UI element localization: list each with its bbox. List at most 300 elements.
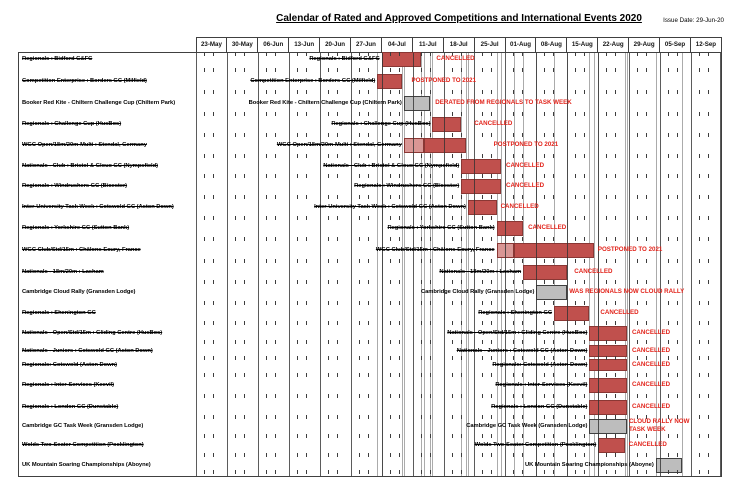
day-tick xyxy=(452,216,453,220)
day-tick xyxy=(637,133,638,137)
day-tick xyxy=(699,52,700,56)
day-tick xyxy=(368,195,369,199)
day-tick xyxy=(390,373,391,377)
day-tick xyxy=(275,237,276,241)
day-tick xyxy=(328,280,329,284)
day-tick xyxy=(430,356,431,360)
day-tick xyxy=(584,394,585,398)
day-tick xyxy=(275,280,276,284)
day-tick xyxy=(646,52,647,56)
day-tick xyxy=(544,237,545,241)
day-tick xyxy=(513,237,514,241)
day-tick xyxy=(637,280,638,284)
day-tick xyxy=(213,237,214,241)
day-tick xyxy=(399,259,400,263)
day-tick xyxy=(575,470,576,474)
day-tick xyxy=(708,453,709,457)
day-tick xyxy=(522,112,523,116)
status-annotation: WAS REGIONALS NOW CLOUD RALLY xyxy=(569,288,685,296)
event-boundary-gridline xyxy=(421,53,422,476)
event-boundary-gridline xyxy=(656,53,657,476)
day-tick xyxy=(266,394,267,398)
day-tick xyxy=(482,112,483,116)
week-gridline xyxy=(629,53,630,476)
day-tick xyxy=(399,373,400,377)
day-tick xyxy=(668,154,669,158)
day-tick xyxy=(399,216,400,220)
week-header-cell: 25-Jul xyxy=(475,37,506,53)
week-header-cell: 23-May xyxy=(197,37,228,53)
day-tick xyxy=(677,52,678,56)
day-tick xyxy=(390,90,391,94)
event-bar-red xyxy=(468,200,497,215)
row-chart-label: Wolds Two-Seater Competition (Pocklington) xyxy=(474,441,597,448)
day-tick xyxy=(235,415,236,419)
day-tick xyxy=(575,52,576,56)
day-tick xyxy=(461,154,462,158)
day-tick xyxy=(213,373,214,377)
day-tick xyxy=(452,301,453,305)
day-tick xyxy=(584,280,585,284)
day-tick xyxy=(522,52,523,56)
day-tick xyxy=(677,340,678,344)
day-tick xyxy=(708,280,709,284)
day-tick xyxy=(708,195,709,199)
day-tick xyxy=(359,237,360,241)
event-boundary-gridline xyxy=(682,53,683,476)
day-tick xyxy=(491,195,492,199)
day-tick xyxy=(677,195,678,199)
day-tick xyxy=(306,195,307,199)
day-tick xyxy=(699,321,700,325)
day-tick xyxy=(244,68,245,72)
status-annotation-line: TASK WEEK xyxy=(628,425,666,433)
day-tick xyxy=(637,216,638,220)
day-tick xyxy=(708,356,709,360)
event-boundary-gridline xyxy=(461,53,462,476)
day-tick xyxy=(306,453,307,457)
day-tick xyxy=(430,259,431,263)
day-tick xyxy=(204,340,205,344)
day-tick xyxy=(584,68,585,72)
day-tick xyxy=(337,453,338,457)
day-tick xyxy=(668,340,669,344)
day-tick xyxy=(482,174,483,178)
day-tick xyxy=(337,394,338,398)
day-tick xyxy=(461,373,462,377)
day-tick xyxy=(235,259,236,263)
day-tick xyxy=(213,470,214,474)
day-tick xyxy=(328,112,329,116)
day-tick xyxy=(513,90,514,94)
day-tick xyxy=(491,68,492,72)
day-tick xyxy=(699,90,700,94)
day-tick xyxy=(584,112,585,116)
day-tick xyxy=(337,301,338,305)
day-tick xyxy=(368,301,369,305)
week-header-cell: 27-Jun xyxy=(351,37,382,53)
event-bar-red xyxy=(514,243,594,258)
day-tick xyxy=(522,90,523,94)
day-tick xyxy=(482,195,483,199)
day-tick xyxy=(368,356,369,360)
day-tick xyxy=(390,133,391,137)
day-tick xyxy=(677,301,678,305)
day-tick xyxy=(204,237,205,241)
status-annotation: CANCELLED xyxy=(631,329,671,337)
day-tick xyxy=(699,133,700,137)
day-tick xyxy=(668,52,669,56)
week-gridline xyxy=(536,53,537,476)
day-tick xyxy=(421,415,422,419)
day-tick xyxy=(452,321,453,325)
day-tick xyxy=(421,52,422,56)
day-tick xyxy=(213,195,214,199)
day-tick xyxy=(513,470,514,474)
day-tick xyxy=(544,356,545,360)
day-tick xyxy=(553,259,554,263)
day-tick xyxy=(399,356,400,360)
day-tick xyxy=(606,453,607,457)
day-tick xyxy=(482,259,483,263)
day-tick xyxy=(699,259,700,263)
day-tick xyxy=(297,321,298,325)
day-tick xyxy=(699,68,700,72)
row-chart-label: Nationals - Juniors : Cotswold GC (Aston Down) xyxy=(456,347,588,354)
day-tick xyxy=(461,453,462,457)
day-tick xyxy=(235,133,236,137)
day-tick xyxy=(637,52,638,56)
day-tick xyxy=(359,133,360,137)
day-tick xyxy=(452,394,453,398)
row-chart-label: Cambridge Cloud Rally (Gransden Lodge) xyxy=(420,288,535,295)
day-tick xyxy=(544,321,545,325)
day-tick xyxy=(390,259,391,263)
day-tick xyxy=(297,154,298,158)
day-tick xyxy=(204,301,205,305)
page-title: Calendar of Rated and Approved Competitions and International Events 2020 xyxy=(276,13,642,24)
event-boundary-gridline xyxy=(497,53,498,476)
day-tick xyxy=(699,453,700,457)
day-tick xyxy=(204,321,205,325)
day-tick xyxy=(544,154,545,158)
day-tick xyxy=(668,321,669,325)
day-tick xyxy=(421,470,422,474)
day-tick xyxy=(266,453,267,457)
day-tick xyxy=(646,434,647,438)
day-tick xyxy=(204,373,205,377)
day-tick xyxy=(297,174,298,178)
day-tick xyxy=(306,112,307,116)
row-label: Nationals - Club : Bristol & Glouc GC (Nympsfield) xyxy=(22,162,158,169)
day-tick xyxy=(328,301,329,305)
day-tick xyxy=(244,52,245,56)
day-tick xyxy=(553,52,554,56)
day-tick xyxy=(275,415,276,419)
day-tick xyxy=(204,356,205,360)
day-tick xyxy=(553,112,554,116)
day-tick xyxy=(275,340,276,344)
gantt-plot-area xyxy=(18,52,722,477)
day-tick xyxy=(461,174,462,178)
day-tick xyxy=(708,415,709,419)
day-tick xyxy=(328,68,329,72)
row-label: Nationals - Open/Std/15m : Gliding Centre (HusBos) xyxy=(22,329,163,336)
day-tick xyxy=(615,394,616,398)
day-tick xyxy=(491,90,492,94)
day-tick xyxy=(615,237,616,241)
day-tick xyxy=(584,321,585,325)
row-chart-label: Cambridge GC Task Week (Gransden Lodge) xyxy=(466,422,588,429)
event-boundary-gridline xyxy=(377,53,378,476)
day-tick xyxy=(646,321,647,325)
day-tick xyxy=(575,154,576,158)
day-tick xyxy=(452,280,453,284)
day-tick xyxy=(421,356,422,360)
day-tick xyxy=(297,394,298,398)
day-tick xyxy=(584,195,585,199)
day-tick xyxy=(575,340,576,344)
event-bar-red xyxy=(554,306,589,321)
day-tick xyxy=(368,415,369,419)
day-tick xyxy=(275,174,276,178)
day-tick xyxy=(606,174,607,178)
day-tick xyxy=(275,112,276,116)
day-tick xyxy=(359,195,360,199)
status-annotation: CANCELLED xyxy=(500,203,539,211)
event-boundary-gridline xyxy=(430,53,431,476)
day-tick xyxy=(306,356,307,360)
day-tick xyxy=(646,453,647,457)
day-tick xyxy=(235,301,236,305)
day-tick xyxy=(266,90,267,94)
day-tick xyxy=(390,52,391,56)
day-tick xyxy=(359,90,360,94)
day-tick xyxy=(606,373,607,377)
day-tick xyxy=(513,340,514,344)
day-tick xyxy=(244,195,245,199)
day-tick xyxy=(421,133,422,137)
week-header-cell: 20-Jun xyxy=(320,37,351,53)
day-tick xyxy=(708,216,709,220)
day-tick xyxy=(646,133,647,137)
day-tick xyxy=(668,133,669,137)
week-gridline xyxy=(598,53,599,476)
day-tick xyxy=(699,394,700,398)
day-tick xyxy=(491,321,492,325)
day-tick xyxy=(491,394,492,398)
day-tick xyxy=(430,195,431,199)
week-gridline xyxy=(505,53,506,476)
day-tick xyxy=(390,434,391,438)
day-tick xyxy=(328,434,329,438)
day-tick xyxy=(491,301,492,305)
day-tick xyxy=(266,470,267,474)
day-tick xyxy=(668,434,669,438)
day-tick xyxy=(235,90,236,94)
day-tick xyxy=(266,301,267,305)
day-tick xyxy=(482,321,483,325)
day-tick xyxy=(491,174,492,178)
day-tick xyxy=(368,434,369,438)
day-tick xyxy=(306,259,307,263)
day-tick xyxy=(399,90,400,94)
day-tick xyxy=(390,453,391,457)
day-tick xyxy=(544,195,545,199)
day-tick xyxy=(637,90,638,94)
day-tick xyxy=(482,356,483,360)
day-tick xyxy=(575,356,576,360)
day-tick xyxy=(368,68,369,72)
day-tick xyxy=(677,68,678,72)
day-tick xyxy=(491,216,492,220)
day-tick xyxy=(275,195,276,199)
day-tick xyxy=(368,373,369,377)
day-tick xyxy=(452,154,453,158)
day-tick xyxy=(266,237,267,241)
day-tick xyxy=(235,321,236,325)
day-tick xyxy=(575,90,576,94)
day-tick xyxy=(235,237,236,241)
day-tick xyxy=(584,340,585,344)
day-tick xyxy=(390,415,391,419)
event-bar-red xyxy=(424,138,466,153)
day-tick xyxy=(328,237,329,241)
day-tick xyxy=(606,259,607,263)
day-tick xyxy=(390,340,391,344)
day-tick xyxy=(213,321,214,325)
day-tick xyxy=(275,133,276,137)
day-tick xyxy=(430,434,431,438)
day-tick xyxy=(677,321,678,325)
day-tick xyxy=(421,321,422,325)
day-tick xyxy=(266,68,267,72)
day-tick xyxy=(482,340,483,344)
day-tick xyxy=(213,112,214,116)
day-tick xyxy=(337,112,338,116)
day-tick xyxy=(637,373,638,377)
event-boundary-gridline xyxy=(466,53,467,476)
week-header-cell: 30-May xyxy=(227,37,258,53)
day-tick xyxy=(668,174,669,178)
day-tick xyxy=(306,237,307,241)
day-tick xyxy=(213,154,214,158)
day-tick xyxy=(213,415,214,419)
day-tick xyxy=(297,112,298,116)
day-tick xyxy=(390,68,391,72)
day-tick xyxy=(452,356,453,360)
status-annotation: CANCELLED xyxy=(631,403,671,411)
day-tick xyxy=(522,434,523,438)
day-tick xyxy=(390,216,391,220)
day-tick xyxy=(368,90,369,94)
week-gridline xyxy=(691,53,692,476)
day-tick xyxy=(421,237,422,241)
day-tick xyxy=(553,90,554,94)
day-tick xyxy=(575,373,576,377)
day-tick xyxy=(337,216,338,220)
day-tick xyxy=(359,216,360,220)
day-tick xyxy=(544,415,545,419)
day-tick xyxy=(708,154,709,158)
day-tick xyxy=(606,112,607,116)
day-tick xyxy=(275,68,276,72)
day-tick xyxy=(452,340,453,344)
day-tick xyxy=(306,52,307,56)
day-tick xyxy=(708,321,709,325)
status-annotation: CANCELLED xyxy=(600,309,639,317)
day-tick xyxy=(513,356,514,360)
row-label: Regionals : Yorkshire GC (Sutton Bank) xyxy=(22,224,130,231)
day-tick xyxy=(491,133,492,137)
status-annotation: CANCELLED xyxy=(628,441,667,449)
day-tick xyxy=(606,195,607,199)
event-bar-red xyxy=(589,378,627,393)
day-tick xyxy=(390,174,391,178)
row-label: Inter-University Task Week : Cotswold GC (Aston Down) xyxy=(22,203,174,210)
day-tick xyxy=(637,68,638,72)
day-tick xyxy=(421,216,422,220)
day-tick xyxy=(575,301,576,305)
day-tick xyxy=(553,216,554,220)
day-tick xyxy=(544,133,545,137)
day-tick xyxy=(452,133,453,137)
day-tick xyxy=(491,340,492,344)
day-tick xyxy=(275,301,276,305)
day-tick xyxy=(399,434,400,438)
day-tick xyxy=(491,237,492,241)
day-tick xyxy=(452,373,453,377)
day-tick xyxy=(677,373,678,377)
day-tick xyxy=(297,453,298,457)
row-label: Booker Red Kite - Chiltern Challenge Cup (Chiltern Park) xyxy=(22,99,176,106)
day-tick xyxy=(522,216,523,220)
day-tick xyxy=(646,154,647,158)
day-tick xyxy=(399,415,400,419)
day-tick xyxy=(204,280,205,284)
day-tick xyxy=(266,112,267,116)
row-chart-label: Regionals : Yorkshire GC (Sutton Bank) xyxy=(387,224,495,231)
day-tick xyxy=(328,415,329,419)
row-label: Regionals : Inter-Services (Keevil) xyxy=(22,381,114,388)
day-tick xyxy=(668,301,669,305)
day-tick xyxy=(646,394,647,398)
row-chart-label: Regionals : Windrushers GC (Bicester) xyxy=(354,182,460,189)
day-tick xyxy=(430,470,431,474)
day-tick xyxy=(615,90,616,94)
day-tick xyxy=(368,174,369,178)
day-tick xyxy=(244,301,245,305)
day-tick xyxy=(421,154,422,158)
day-tick xyxy=(399,394,400,398)
day-tick xyxy=(482,68,483,72)
day-tick xyxy=(204,434,205,438)
day-tick xyxy=(482,415,483,419)
day-tick xyxy=(544,174,545,178)
day-tick xyxy=(390,237,391,241)
day-tick xyxy=(637,195,638,199)
event-bar-gray xyxy=(404,96,431,111)
day-tick xyxy=(430,237,431,241)
day-tick xyxy=(337,237,338,241)
day-tick xyxy=(699,174,700,178)
day-tick xyxy=(575,394,576,398)
day-tick xyxy=(266,415,267,419)
day-tick xyxy=(615,415,616,419)
week-gridline xyxy=(351,53,352,476)
day-tick xyxy=(359,154,360,158)
day-tick xyxy=(699,301,700,305)
